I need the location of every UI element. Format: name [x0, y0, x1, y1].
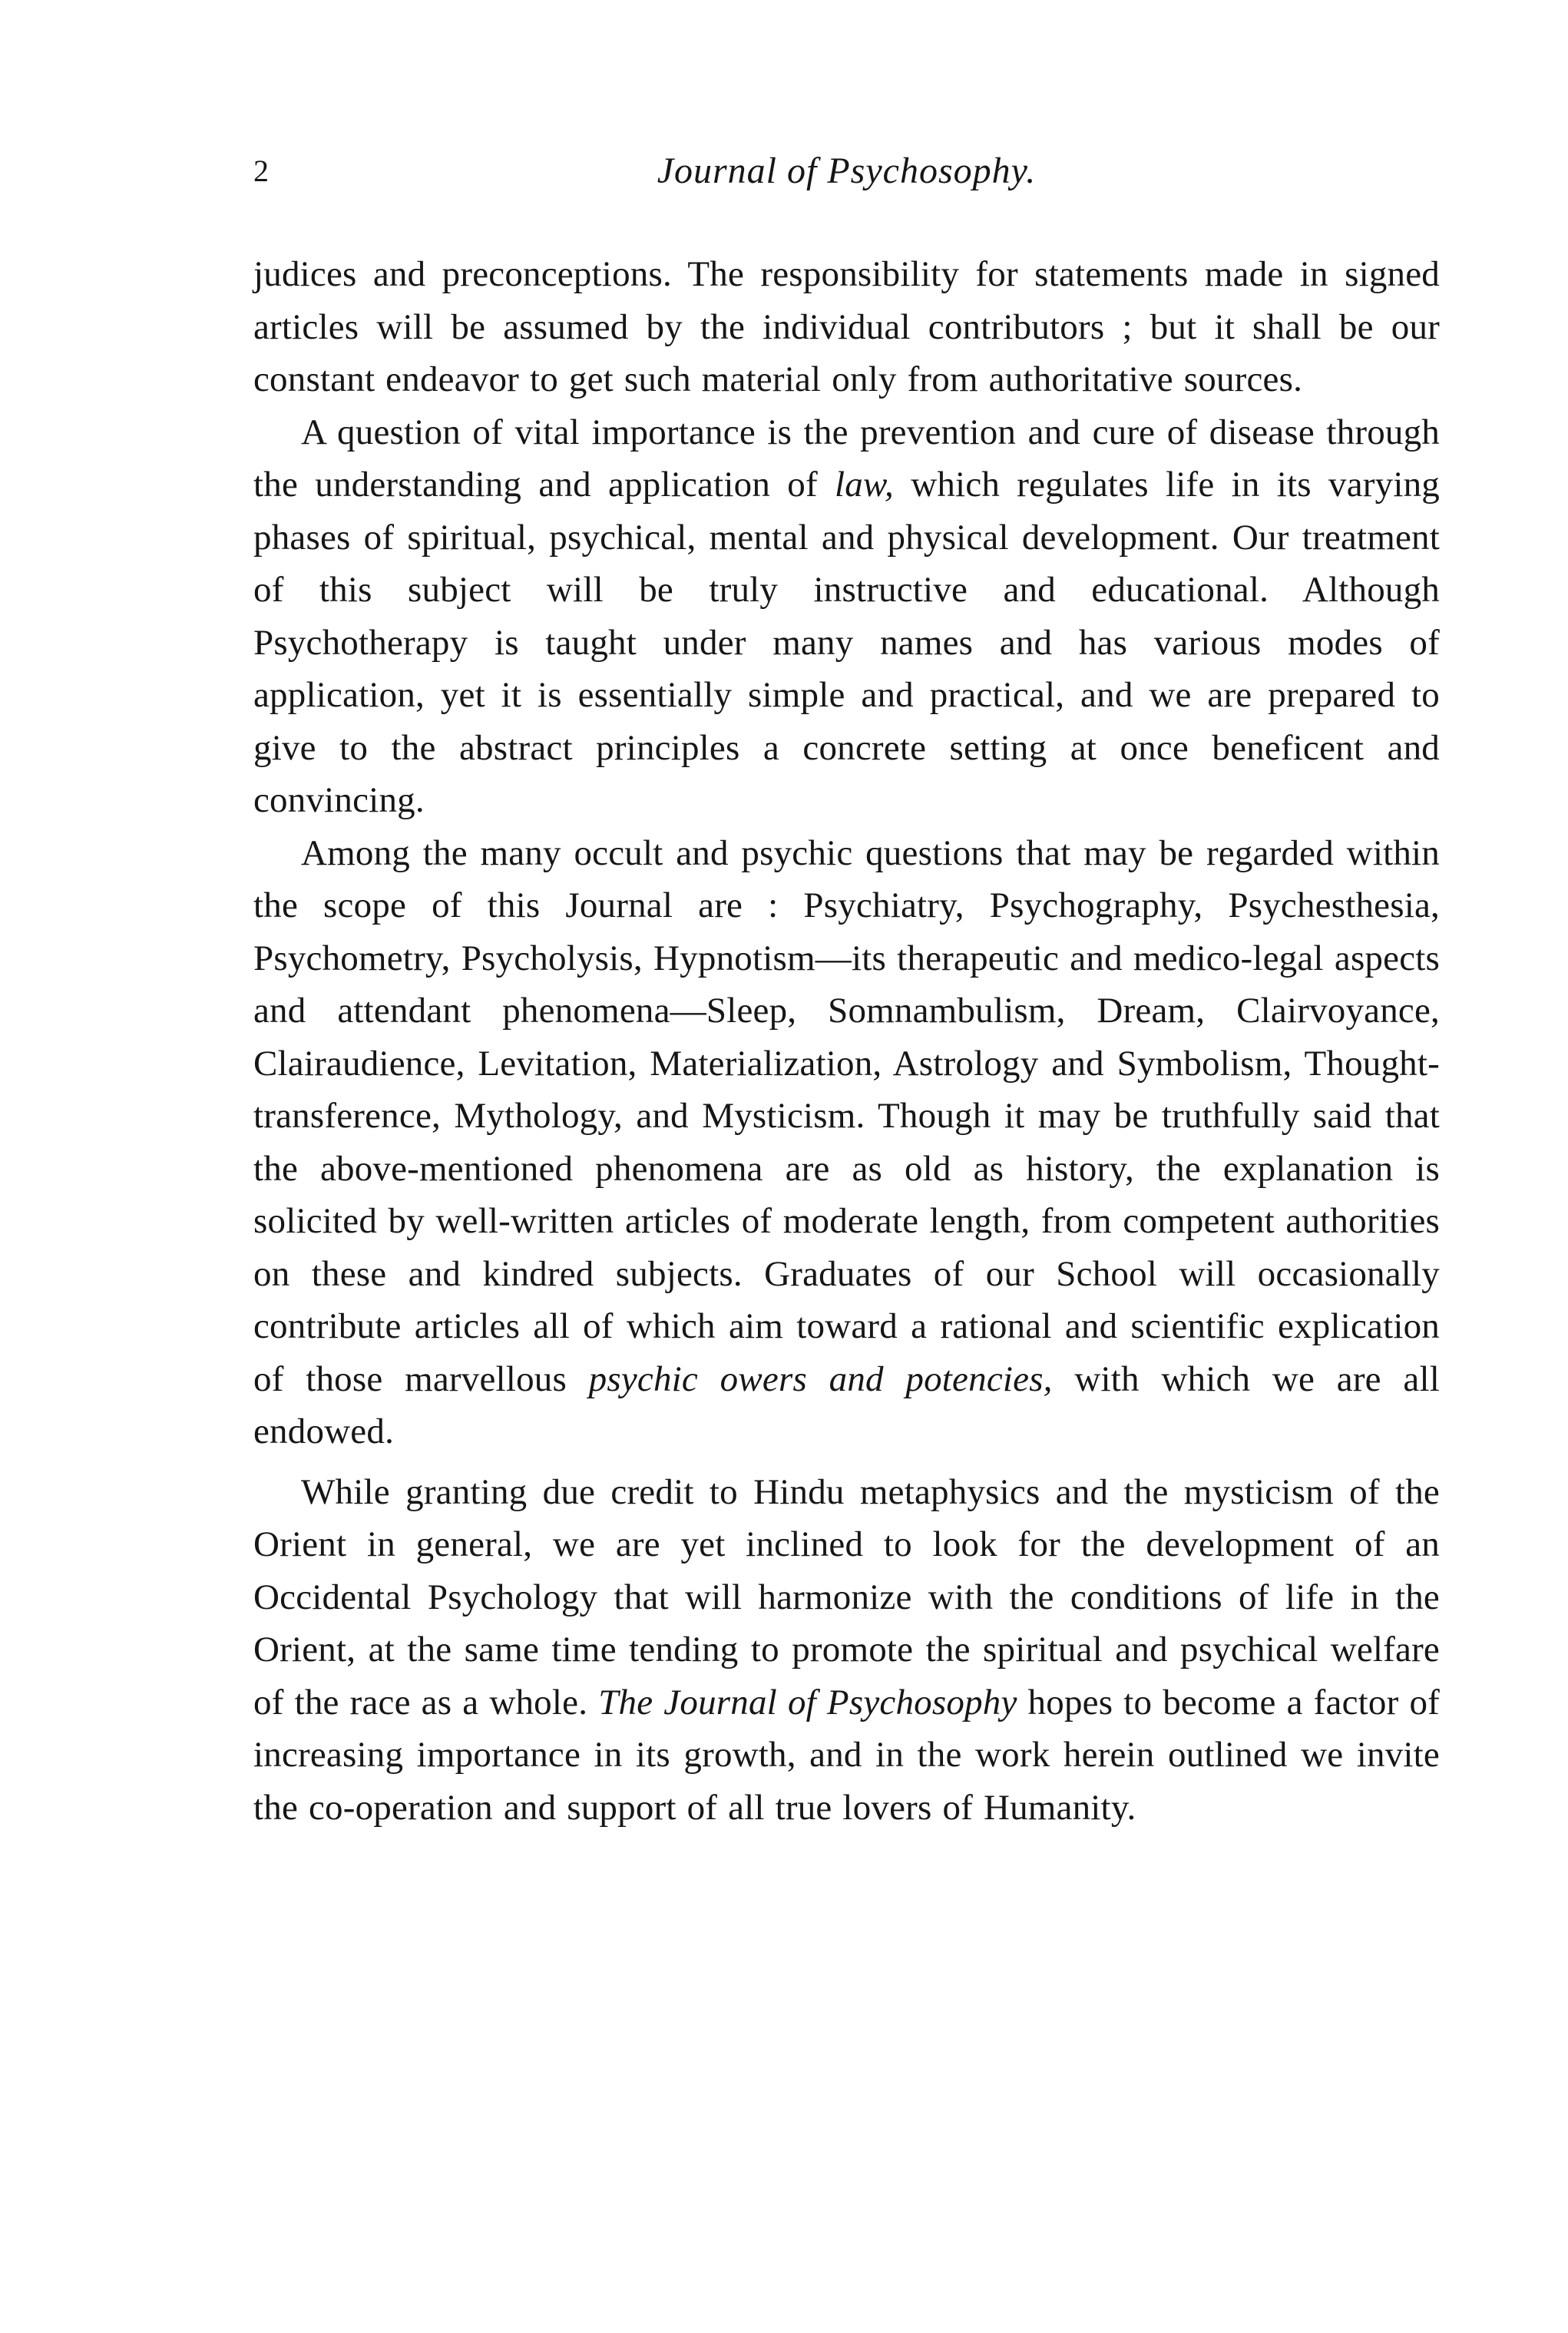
paragraph-text: with which we are all endowed. — [253, 1358, 1440, 1451]
emphasized-law: law, — [835, 465, 894, 505]
paragraph-text: A question of vital importance is the prevention and cure of disease through the understanding and application of — [253, 412, 1440, 505]
journal-title: Journal of Psychosophy. — [657, 151, 1037, 191]
paragraph-prevention-and-cure — [253, 406, 1440, 827]
paragraph-text: which regulates life in its varying phases of spiritual, psychical, mental and physical development. Our treatment of this subject will be truly instructive and educational. Although Psychotherapy is taught under many names and has various modes of application, yet it is essentially simple and practical, and we are prepared to give to the abstract principles a concrete setting at once beneficent and convincing. — [253, 465, 1440, 820]
page-number: 2 — [253, 154, 269, 188]
body-text — [253, 248, 1440, 1834]
paragraph-text: Among the many occult and psychic questions that may be regarded within the scope of this Journal are : Psychiatry, Psychography, Psychesthesia, Psychometry, Psycholysis, Hypnotism—its therapeutic and medico-legal aspects and attendant phenomena—Sleep, Somnambulism, Dream, Clairvoyance, Clairaudience, Levitation, Materialization, Astrology and Symbolism, Thought-transference, Mythology, and Mysticism. Though it may be truthfully said that the above-mentioned phenomena are as old as history, the explanation is solicited by well-written articles of moderate length, from competent authorities on these and kindred subjects. Graduates of our School will occasionally contribute articles all of which aim toward a rational and scientific explication of those marvellous — [253, 832, 1440, 1399]
emphasized-psychic-powers: psychic owers and potencies, — [588, 1358, 1053, 1399]
paragraph-text: hopes to become a factor of increasing importance in its growth, and in the work herein outlined we invite the co-operation and support of all true lovers of Humanity. — [253, 1682, 1441, 1828]
paragraph-text: While granting due credit to Hindu metaphysics and the mysticism of the Orient in general, we are yet inclined to look for the development of an Occidental Psychology that will harmonize with the conditions of life in the Orient, at the same time tending to promote the spiritual and psychical welfare of the race as a whole. — [253, 1471, 1440, 1722]
paragraph-responsibility: judices and preconceptions. The responsibility for statements made in signed articles will be assumed by the individual contributors ; but it shall be our constant endeavor to get such material only from authoritative sources. — [253, 254, 1440, 399]
emphasized-journal-title: The Journal of Psychosophy — [598, 1682, 1017, 1722]
paragraph-occidental-psychology — [253, 1466, 1440, 1835]
paragraph-occult-questions — [253, 827, 1440, 1458]
document-page — [253, 150, 1440, 1834]
running-head — [253, 150, 1440, 193]
